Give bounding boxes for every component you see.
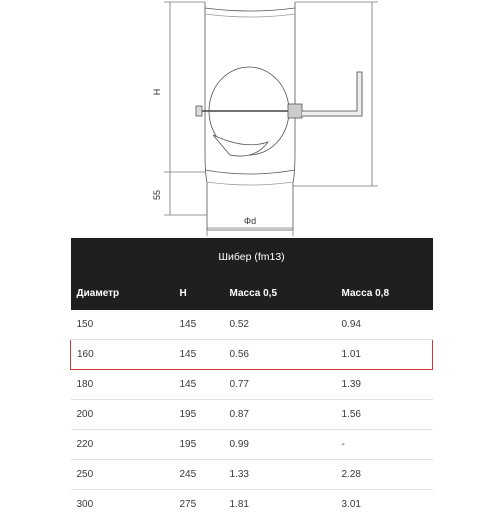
cell-mass-08: 1.39 xyxy=(336,370,433,400)
pipe-outline xyxy=(205,2,295,230)
cell-diameter: 250 xyxy=(71,460,174,490)
cell-mass-05: 0.87 xyxy=(224,400,336,430)
cell-diameter: 200 xyxy=(71,400,174,430)
table-header-row xyxy=(71,276,433,310)
cell-mass-05: 0.52 xyxy=(224,310,336,340)
cell-diameter: 160 xyxy=(71,340,174,370)
specs-table xyxy=(70,238,433,519)
pipe-lower-joint xyxy=(205,170,295,174)
cell-diameter: 220 xyxy=(71,430,174,460)
bottom-length-label: 55 xyxy=(152,190,162,200)
pipe-top-bead xyxy=(205,8,295,11)
table-body xyxy=(71,310,433,519)
cell-mass-08: 3.01 xyxy=(336,490,433,519)
table-title: Шибер (fm13) xyxy=(71,238,433,276)
cell-height: 195 xyxy=(174,400,224,430)
cell-diameter: 180 xyxy=(71,370,174,400)
cell-mass-08: 0.94 xyxy=(336,310,433,340)
table-row xyxy=(71,340,433,370)
table-row xyxy=(71,310,433,340)
table-row xyxy=(71,430,433,460)
header-height: H xyxy=(174,276,224,310)
table-row xyxy=(71,370,433,400)
table-title-row xyxy=(71,238,433,276)
table-row xyxy=(71,460,433,490)
cell-mass-05: 1.33 xyxy=(224,460,336,490)
table-row xyxy=(71,400,433,430)
cell-height: 145 xyxy=(174,310,224,340)
table-row xyxy=(71,490,433,519)
cell-height: 145 xyxy=(174,370,224,400)
cell-height: 195 xyxy=(174,430,224,460)
cell-height: 275 xyxy=(174,490,224,519)
cell-diameter: 300 xyxy=(71,490,174,519)
height-label: H xyxy=(152,89,162,96)
cell-diameter: 150 xyxy=(71,310,174,340)
cell-mass-05: 0.56 xyxy=(224,340,336,370)
header-diameter: Диаметр xyxy=(71,276,174,310)
header-mass-05: Масса 0,5 xyxy=(224,276,336,310)
specs-table-container xyxy=(70,238,432,519)
cell-mass-05: 1.81 xyxy=(224,490,336,519)
cell-mass-08: 1.01 xyxy=(336,340,433,370)
damper-technical-drawing xyxy=(0,0,500,238)
diameter-label: Φd xyxy=(244,216,256,226)
cell-height: 245 xyxy=(174,460,224,490)
cell-height: 145 xyxy=(174,340,224,370)
damper-handle xyxy=(302,72,362,116)
cell-mass-08: 1.56 xyxy=(336,400,433,430)
cell-mass-05: 0.99 xyxy=(224,430,336,460)
cell-mass-05: 0.77 xyxy=(224,370,336,400)
cell-mass-08: - xyxy=(336,430,433,460)
header-mass-08: Масса 0,8 xyxy=(336,276,433,310)
cell-mass-08: 2.28 xyxy=(336,460,433,490)
